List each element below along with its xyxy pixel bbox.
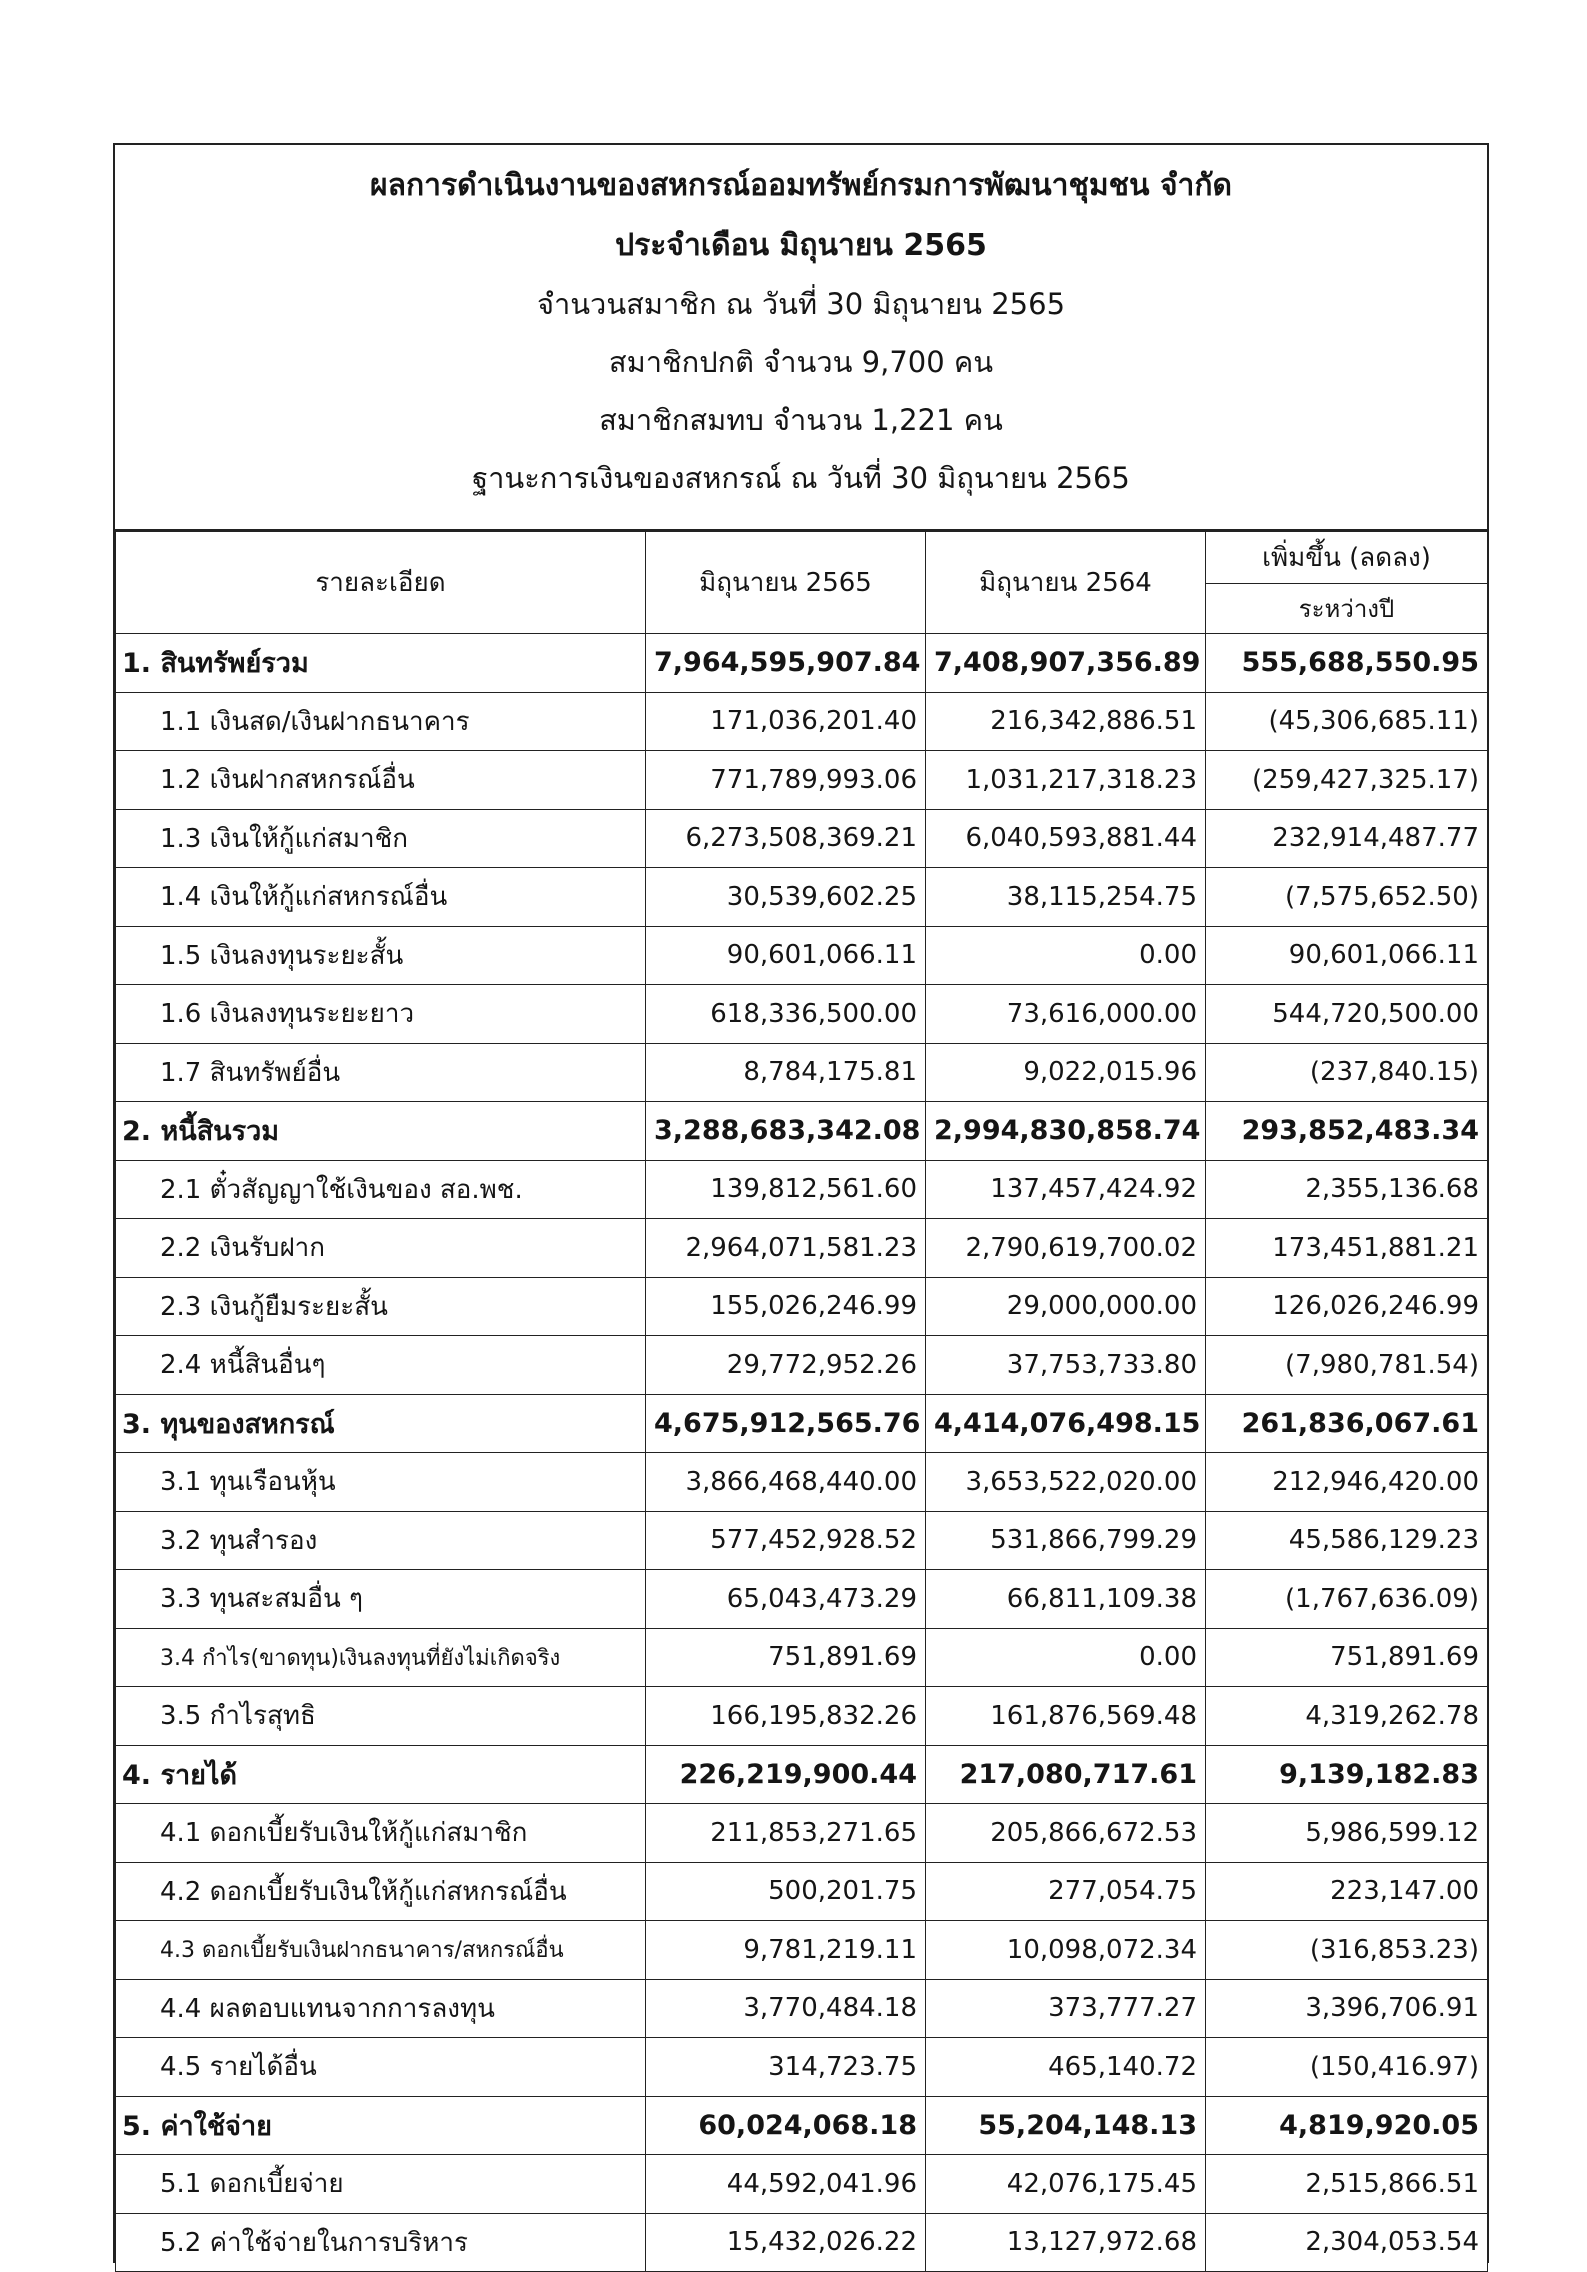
table-row: [116, 2155, 1488, 2214]
value-2565: 618,336,500.00: [646, 985, 926, 1044]
value-change: (7,575,652.50): [1206, 868, 1488, 927]
value-2565: 65,043,473.29: [646, 1570, 926, 1629]
value-2564: 38,115,254.75: [926, 868, 1206, 927]
value-2565: 226,219,900.44: [646, 1745, 926, 1804]
value-2564: 9,022,015.96: [926, 1043, 1206, 1102]
table-row: [116, 2213, 1488, 2272]
row-label: 2.1 ตั๋วสัญญาใช้เงินของ สอ.พช.: [116, 1160, 646, 1219]
table-section-row: [116, 1102, 1488, 1161]
value-change: (1,767,636.09): [1206, 1570, 1488, 1629]
row-label: 3.5 กำไรสุทธิ: [116, 1687, 646, 1746]
value-change: 223,147.00: [1206, 1862, 1488, 1921]
table-row: [116, 1862, 1488, 1921]
row-label: 4. รายได้: [116, 1745, 646, 1804]
row-label: 1.5 เงินลงทุนระยะสั้น: [116, 926, 646, 985]
value-change: 4,819,920.05: [1206, 2096, 1488, 2155]
row-label: 2.2 เงินรับฝาก: [116, 1219, 646, 1278]
financial-position-title: ฐานะการเงินของสหกรณ์ ณ วันที่ 30 มิถุนายน 2565: [472, 461, 1130, 495]
row-label: 1. สินทรัพย์รวม: [116, 634, 646, 693]
value-2565: 171,036,201.40: [646, 692, 926, 751]
table-row: [116, 1453, 1488, 1512]
row-label: 3.3 ทุนสะสมอื่น ๆ: [116, 1570, 646, 1629]
table-row: [116, 2038, 1488, 2097]
value-2565: 8,784,175.81: [646, 1043, 926, 1102]
value-2564: 66,811,109.38: [926, 1570, 1206, 1629]
value-2564: 2,790,619,700.02: [926, 1219, 1206, 1278]
row-label: 3.4 กำไร(ขาดทุน)เงินลงทุนที่ยังไม่เกิดจริง: [116, 1628, 646, 1687]
value-2565: 2,964,071,581.23: [646, 1219, 926, 1278]
value-2564: 216,342,886.51: [926, 692, 1206, 751]
value-change: (237,840.15): [1206, 1043, 1488, 1102]
row-label: 4.1 ดอกเบี้ยรับเงินให้กู้แก่สมาชิก: [116, 1804, 646, 1863]
value-change: (150,416.97): [1206, 2038, 1488, 2097]
table-row: [116, 751, 1488, 810]
row-label: 4.5 รายได้อื่น: [116, 2038, 646, 2097]
value-2564: 10,098,072.34: [926, 1921, 1206, 1980]
table-row: [116, 1336, 1488, 1395]
table-row: [116, 1570, 1488, 1629]
value-2564: 0.00: [926, 1628, 1206, 1687]
value-2565: 577,452,928.52: [646, 1511, 926, 1570]
value-2564: 7,408,907,356.89: [926, 634, 1206, 693]
report-title: ผลการดำเนินงานของสหกรณ์ออมทรัพย์กรมการพัฒนาชุมชน จำกัด: [369, 168, 1233, 203]
value-2564: 1,031,217,318.23: [926, 751, 1206, 810]
value-change: 555,688,550.95: [1206, 634, 1488, 693]
table-body: [116, 634, 1488, 2272]
value-2565: 500,201.75: [646, 1862, 926, 1921]
table-row: [116, 1277, 1488, 1336]
value-2564: 205,866,672.53: [926, 1804, 1206, 1863]
value-change: (7,980,781.54): [1206, 1336, 1488, 1395]
value-2564: 531,866,799.29: [926, 1511, 1206, 1570]
financial-table: [115, 531, 1488, 2272]
value-2564: 29,000,000.00: [926, 1277, 1206, 1336]
value-2564: 37,753,733.80: [926, 1336, 1206, 1395]
table-row: [116, 692, 1488, 751]
value-2564: 42,076,175.45: [926, 2155, 1206, 2214]
row-label: 5.2 ค่าใช้จ่ายในการบริหาร: [116, 2213, 646, 2272]
row-label: 4.4 ผลตอบแทนจากการลงทุน: [116, 1979, 646, 2038]
col-header-2565: มิถุนายน 2565: [646, 532, 926, 634]
value-change: (45,306,685.11): [1206, 692, 1488, 751]
value-change: 232,914,487.77: [1206, 809, 1488, 868]
value-change: 293,852,483.34: [1206, 1102, 1488, 1161]
value-change: 126,026,246.99: [1206, 1277, 1488, 1336]
value-2564: 4,414,076,498.15: [926, 1394, 1206, 1453]
table-row: [116, 926, 1488, 985]
value-change: 212,946,420.00: [1206, 1453, 1488, 1512]
table-section-row: [116, 1394, 1488, 1453]
table-row: [116, 1160, 1488, 1219]
value-2565: 155,026,246.99: [646, 1277, 926, 1336]
report-header: [115, 145, 1487, 531]
table-row: [116, 1511, 1488, 1570]
row-label: 1.1 เงินสด/เงินฝากธนาคาร: [116, 692, 646, 751]
value-2564: 2,994,830,858.74: [926, 1102, 1206, 1161]
col-header-detail: รายละเอียด: [116, 532, 646, 634]
value-2565: 314,723.75: [646, 2038, 926, 2097]
value-2564: 137,457,424.92: [926, 1160, 1206, 1219]
value-2565: 30,539,602.25: [646, 868, 926, 927]
value-2564: 3,653,522,020.00: [926, 1453, 1206, 1512]
table-row: [116, 809, 1488, 868]
value-2565: 3,288,683,342.08: [646, 1102, 926, 1161]
row-label: 2.4 หนี้สินอื่นๆ: [116, 1336, 646, 1395]
row-label: 3.1 ทุนเรือนหุ้น: [116, 1453, 646, 1512]
value-2564: 465,140.72: [926, 2038, 1206, 2097]
value-change: 3,396,706.91: [1206, 1979, 1488, 2038]
table-row: [116, 1043, 1488, 1102]
value-2565: 3,866,468,440.00: [646, 1453, 926, 1512]
table-section-row: [116, 1745, 1488, 1804]
value-2564: 217,080,717.61: [926, 1745, 1206, 1804]
value-change: 5,986,599.12: [1206, 1804, 1488, 1863]
value-2565: 7,964,595,907.84: [646, 634, 926, 693]
value-change: (316,853.23): [1206, 1921, 1488, 1980]
table-header-row: [116, 532, 1488, 584]
table-row: [116, 1921, 1488, 1980]
row-label: 3. ทุนของสหกรณ์: [116, 1394, 646, 1453]
value-2565: 90,601,066.11: [646, 926, 926, 985]
value-2565: 29,772,952.26: [646, 1336, 926, 1395]
value-change: 2,304,053.54: [1206, 2213, 1488, 2272]
value-change: (259,427,325.17): [1206, 751, 1488, 810]
report-period: ประจำเดือน มิถุนายน 2565: [615, 228, 987, 263]
value-2564: 277,054.75: [926, 1862, 1206, 1921]
members-regular: สมาชิกปกติ จำนวน 9,700 คน: [608, 345, 994, 379]
value-2564: 13,127,972.68: [926, 2213, 1206, 2272]
row-label: 1.6 เงินลงทุนระยะยาว: [116, 985, 646, 1044]
value-2565: 139,812,561.60: [646, 1160, 926, 1219]
col-header-change: เพิ่มขึ้น (ลดลง): [1206, 532, 1488, 584]
value-change: 90,601,066.11: [1206, 926, 1488, 985]
value-2565: 3,770,484.18: [646, 1979, 926, 2038]
value-2564: 373,777.27: [926, 1979, 1206, 2038]
value-change: 2,355,136.68: [1206, 1160, 1488, 1219]
col-header-change-sub: ระหว่างปี: [1206, 584, 1488, 634]
value-2565: 211,853,271.65: [646, 1804, 926, 1863]
table-row: [116, 868, 1488, 927]
value-change: 261,836,067.61: [1206, 1394, 1488, 1453]
members-date: จำนวนสมาชิก ณ วันที่ 30 มิถุนายน 2565: [536, 287, 1066, 321]
value-change: 45,586,129.23: [1206, 1511, 1488, 1570]
value-2564: 0.00: [926, 926, 1206, 985]
members-associate: สมาชิกสมทบ จำนวน 1,221 คน: [599, 403, 1003, 437]
row-label: 1.3 เงินให้กู้แก่สมาชิก: [116, 809, 646, 868]
value-2565: 6,273,508,369.21: [646, 809, 926, 868]
row-label: 5.1 ดอกเบี้ยจ่าย: [116, 2155, 646, 2214]
value-change: 544,720,500.00: [1206, 985, 1488, 1044]
row-label: 5. ค่าใช้จ่าย: [116, 2096, 646, 2155]
report-frame: [113, 143, 1489, 2263]
row-label: 4.2 ดอกเบี้ยรับเงินให้กู้แก่สหกรณ์อื่น: [116, 1862, 646, 1921]
row-label: 1.2 เงินฝากสหกรณ์อื่น: [116, 751, 646, 810]
value-change: 2,515,866.51: [1206, 2155, 1488, 2214]
table-row: [116, 1804, 1488, 1863]
table-row: [116, 1979, 1488, 2038]
value-2565: 9,781,219.11: [646, 1921, 926, 1980]
table-row: [116, 1219, 1488, 1278]
row-label: 2. หนี้สินรวม: [116, 1102, 646, 1161]
value-2565: 751,891.69: [646, 1628, 926, 1687]
value-2564: 161,876,569.48: [926, 1687, 1206, 1746]
table-row: [116, 1628, 1488, 1687]
value-2564: 55,204,148.13: [926, 2096, 1206, 2155]
value-2565: 60,024,068.18: [646, 2096, 926, 2155]
value-2564: 73,616,000.00: [926, 985, 1206, 1044]
value-2565: 4,675,912,565.76: [646, 1394, 926, 1453]
value-change: 4,319,262.78: [1206, 1687, 1488, 1746]
col-header-2564: มิถุนายน 2564: [926, 532, 1206, 634]
row-label: 2.3 เงินกู้ยืมระยะสั้น: [116, 1277, 646, 1336]
value-2565: 771,789,993.06: [646, 751, 926, 810]
row-label: 4.3 ดอกเบี้ยรับเงินฝากธนาคาร/สหกรณ์อื่น: [116, 1921, 646, 1980]
table-section-row: [116, 2096, 1488, 2155]
value-2565: 166,195,832.26: [646, 1687, 926, 1746]
value-2565: 15,432,026.22: [646, 2213, 926, 2272]
row-label: 1.7 สินทรัพย์อื่น: [116, 1043, 646, 1102]
value-change: 173,451,881.21: [1206, 1219, 1488, 1278]
row-label: 3.2 ทุนสำรอง: [116, 1511, 646, 1570]
table-row: [116, 1687, 1488, 1746]
table-row: [116, 985, 1488, 1044]
value-change: 9,139,182.83: [1206, 1745, 1488, 1804]
row-label: 1.4 เงินให้กู้แก่สหกรณ์อื่น: [116, 868, 646, 927]
value-change: 751,891.69: [1206, 1628, 1488, 1687]
value-2564: 6,040,593,881.44: [926, 809, 1206, 868]
table-section-row: [116, 634, 1488, 693]
value-2565: 44,592,041.96: [646, 2155, 926, 2214]
